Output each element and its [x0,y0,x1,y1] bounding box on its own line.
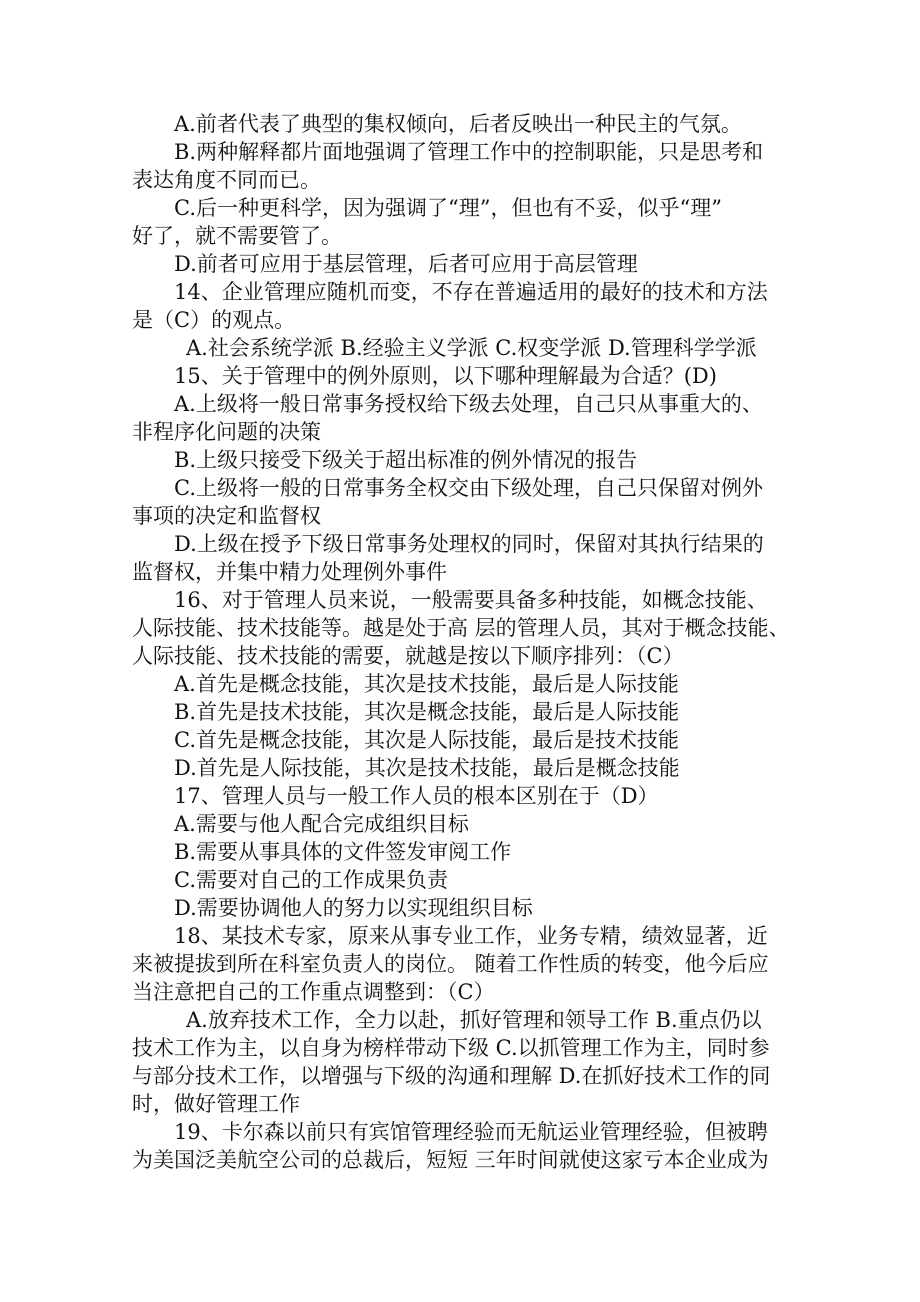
text-line: B.两种解释都片面地强调了管理工作中的控制职能，只是思考和 [174,140,764,164]
text-line: 15、关于管理中的例外原则，以下哪种理解最为合适？(D) [174,364,717,388]
text-line: A.放弃技术工作，全力以赴，抓好管理和领导工作 B.重点仍以 [186,1008,762,1032]
text-line: 16、对于管理人员来说，一般需要具备多种技能，如概念技能、 [174,588,768,612]
text-line: B.上级只接受下级关于超出标准的例外情况的报告 [174,448,638,472]
text-line: 18、某技术专家，原来从事专业工作，业务专精，绩效显著，近 [174,924,768,948]
text-line: 14、企业管理应随机而变，不存在普遍适用的最好的技术和方法 [174,280,768,304]
text-line: 监督权，并集中精力处理例外事件 [132,560,447,584]
text-line: A.社会系统学派 B.经验主义学派 C.权变学派 D.管理科学学派 [186,336,757,360]
text-line: B.首先是技术技能，其次是概念技能，最后是人际技能 [174,700,680,724]
text-line: B.需要从事具体的文件签发审阅工作 [174,840,512,864]
text-line: 人际技能、技术技能等。越是处于高 层的管理人员，其对于概念技能、 [132,616,790,640]
text-line: 技术工作为主，以自身为榜样带动下级 C.以抓管理工作为主，同时参 [132,1036,770,1060]
text-line: 17、管理人员与一般工作人员的根本区别在于（D） [174,784,659,808]
text-line: C.首先是概念技能，其次是人际技能，最后是技术技能 [174,728,679,752]
text-line: A.需要与他人配合完成组织目标 [174,812,469,836]
text-line: A.上级将一般日常事务授权给下级去处理，自己只从事重大的、 [174,392,763,416]
text-line: 时，做好管理工作 [132,1092,300,1116]
text-line: D.需要协调他人的努力以实现组织目标 [174,896,533,920]
text-line: C.上级将一般的日常事务全权交由下级处理，自己只保留对例外 [174,476,763,500]
text-line: C.后一种更科学，因为强调了“理”，但也有不妥，似乎“理” [174,196,722,220]
text-line: D.首先是人际技能，其次是技术技能，最后是概念技能 [174,756,680,780]
text-line: 非程序化问题的决策 [132,420,321,444]
text-line: C.需要对自己的工作成果负责 [174,868,448,892]
text-line: A.前者代表了典型的集权倾向，后者反映出一种民主的气氛。 [174,112,742,136]
text-line: 事项的决定和监督权 [132,504,321,528]
text-line: 19、卡尔森以前只有宾馆管理经验而无航运业管理经验，但被聘 [174,1120,768,1144]
text-line: 是（C）的观点。 [132,308,296,332]
text-line: D.前者可应用于基层管理，后者可应用于高层管理 [174,252,638,276]
text-line: 好了，就不需要管了。 [132,224,342,248]
text-line: A.首先是概念技能，其次是技术技能，最后是人际技能 [174,672,679,696]
text-line: 当注意把自己的工作重点调整到：（C） [132,980,495,1004]
text-line: 为美国泛美航空公司的总裁后，短短 三年时间就使这家亏本企业成为 [132,1148,769,1172]
text-line: 与部分技术工作，以增强与下级的沟通和理解 D.在抓好技术工作的同 [132,1064,771,1088]
text-line: 表达角度不同而已。 [132,168,321,192]
text-line: 人际技能、技术技能的需要，就越是按以下顺序排列：（C） [132,644,684,668]
text-line: D.上级在授予下级日常事务处理权的同时，保留对其执行结果的 [174,532,764,556]
text-line: 来被提拔到所在科室负责人的岗位。 随着工作性质的转变，他今后应 [132,952,769,976]
